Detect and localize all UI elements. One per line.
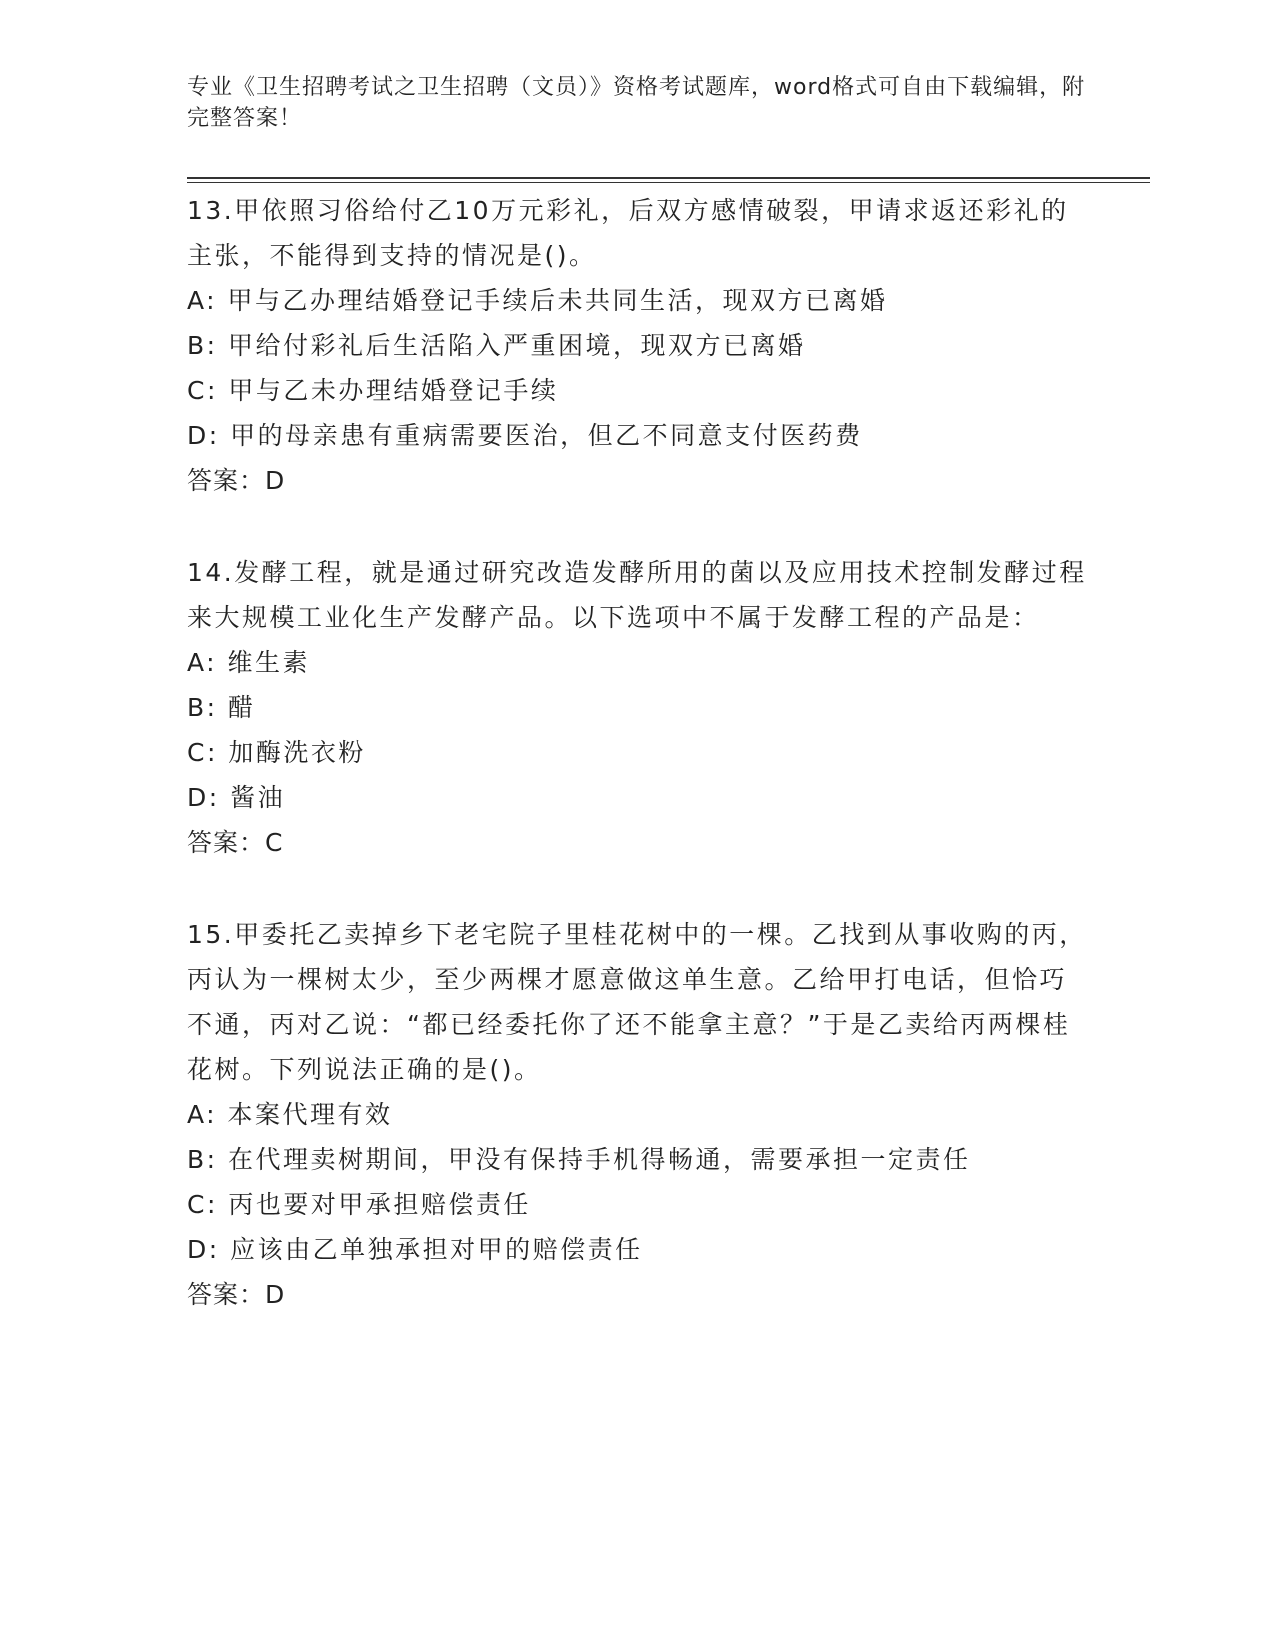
question-stem: 15.甲委托乙卖掉乡下老宅院子里桂花树中的一棵。乙找到从事收购的丙，丙认为一棵树太少，至少两棵才愿意做这单生意。乙给甲打电话，但恰巧不通，丙对乙说：“都已经委托你了还不能拿主意？”于是乙卖给丙两棵桂花树。下列说法正确的是()。: [187, 920, 1087, 1084]
question-14: [187, 550, 1087, 865]
option-a: A: 甲与乙办理结婚登记手续后未共同生活，现双方已离婚: [187, 286, 888, 315]
option-d: D: 酱油: [187, 783, 286, 812]
question-stem: 14.发酵工程，就是通过研究改造发酵所用的菌以及应用技术控制发酵过程来大规模工业化生产发酵产品。以下选项中不属于发酵工程的产品是：: [187, 558, 1087, 632]
option-c: C: 甲与乙未办理结婚登记手续: [187, 376, 559, 405]
answer-line: 答案：D: [187, 466, 286, 495]
option-d: D: 应该由乙单独承担对甲的赔偿责任: [187, 1235, 643, 1264]
option-a: A: 本案代理有效: [187, 1100, 393, 1129]
question-list: [187, 188, 1087, 1364]
option-a: A: 维生素: [187, 648, 311, 677]
option-c: C: 丙也要对甲承担赔偿责任: [187, 1190, 531, 1219]
option-b: B: 在代理卖树期间，甲没有保持手机得畅通，需要承担一定责任: [187, 1145, 971, 1174]
question-13: [187, 188, 1087, 503]
option-d: D: 甲的母亲患有重病需要医治，但乙不同意支付医药费: [187, 421, 863, 450]
question-15: [187, 912, 1087, 1317]
option-b: B: 甲给付彩礼后生活陷入严重困境，现双方已离婚: [187, 331, 806, 360]
answer-line: 答案：D: [187, 1280, 286, 1309]
header-intro-text: 专业《卫生招聘考试之卫生招聘（文员）》资格考试题库，word格式可自由下载编辑，附完整答案！: [187, 75, 1086, 131]
document-header: [187, 72, 1087, 134]
divider-thin-line: [187, 182, 1150, 183]
divider-thick-line: [187, 177, 1150, 179]
answer-line: 答案：C: [187, 828, 284, 857]
header-divider: [187, 177, 1150, 183]
question-stem: 13.甲依照习俗给付乙10万元彩礼，后双方感情破裂，甲请求返还彩礼的主张，不能得到支持的情况是()。: [187, 196, 1069, 270]
option-c: C: 加酶洗衣粉: [187, 738, 366, 767]
option-b: B: 醋: [187, 693, 256, 722]
